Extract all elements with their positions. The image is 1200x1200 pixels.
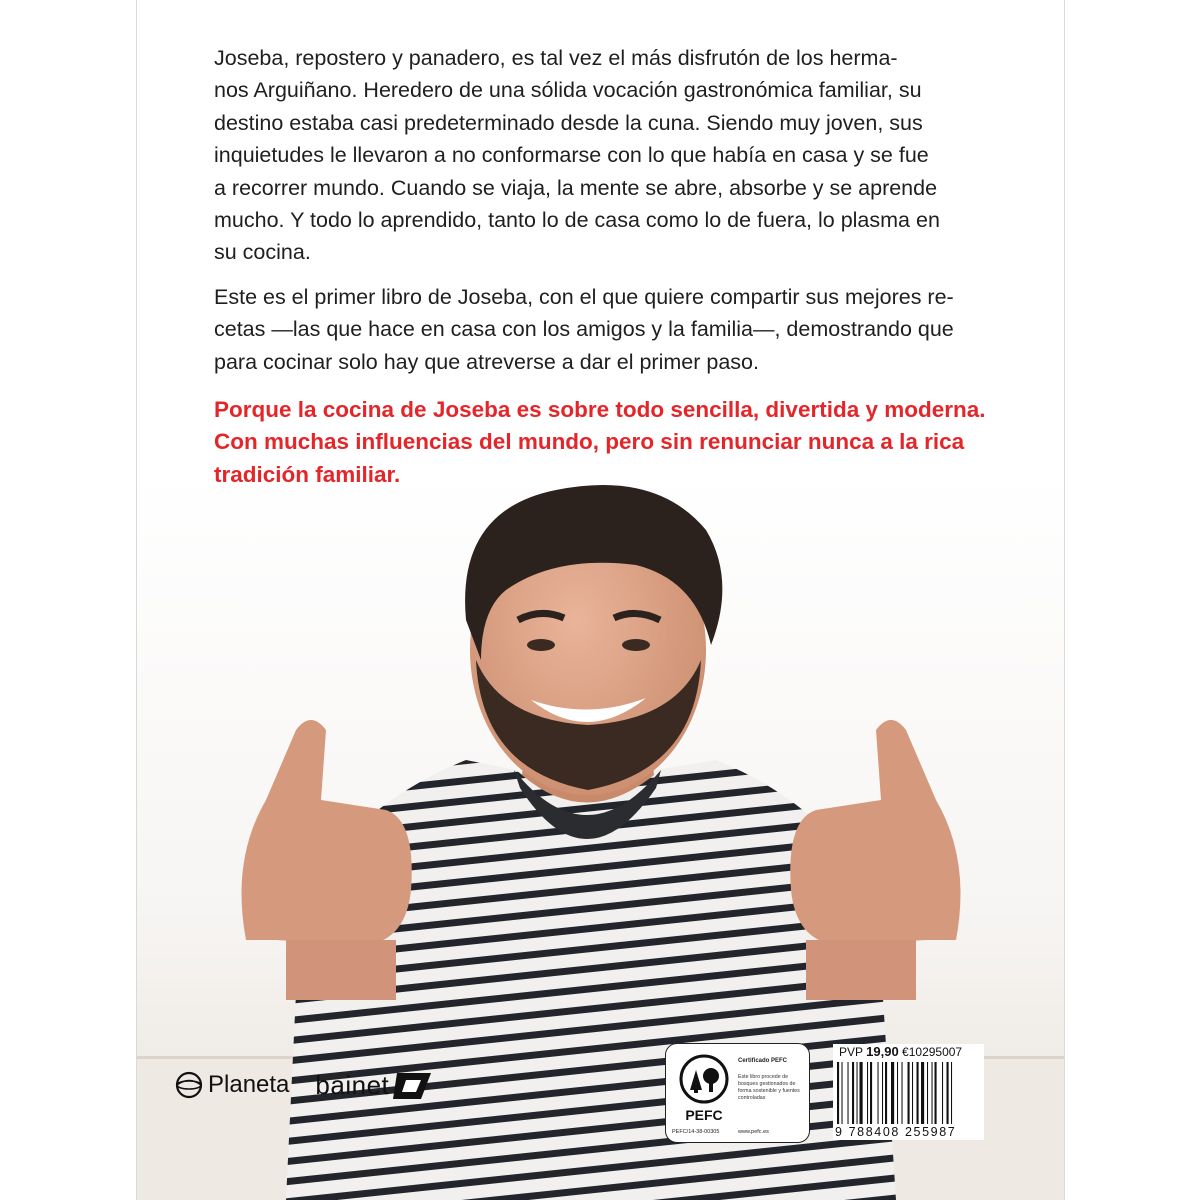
isbn-barcode (833, 1044, 984, 1140)
book-description-paragraph: Este es el primer libro de Joseba, con el que quiere compartir sus mejores re- cetas —las que hace en casa con los amigos y la familia—, demostrando que para cocinar solo hay que atreverse a dar el primer paso. (214, 285, 954, 374)
price-code: 10295007 (908, 1045, 963, 1059)
barcode-bar (951, 1062, 952, 1124)
barcode-bar (867, 1062, 868, 1124)
pefc-description: Este libro procede de bosques gestionados de forma sostenible y fuentes controladas (738, 1074, 800, 1101)
barcode-bar (927, 1062, 928, 1124)
barcode-bar (932, 1062, 933, 1124)
barcode-bar (848, 1062, 849, 1124)
planeta-wordmark: Planeta (208, 1071, 290, 1098)
barcode-bar (891, 1062, 894, 1124)
bainet-logo (315, 1067, 437, 1103)
planeta-logo (174, 1070, 289, 1100)
pefc-tree-logo-icon (676, 1052, 732, 1128)
barcode-bar (947, 1062, 949, 1124)
barcode-bar (921, 1062, 924, 1124)
barcode-bar (885, 1062, 887, 1124)
pefc-certification-box (665, 1043, 810, 1143)
barcode-bar (837, 1062, 839, 1124)
isbn-number: 9 788408 255987 (835, 1125, 957, 1139)
bainet-mark-icon (391, 1067, 437, 1103)
barcode-bar (878, 1062, 879, 1124)
barcode-bar (917, 1062, 919, 1124)
highlight-paragraph: Porque la cocina de Joseba es sobre todo sencilla, divertida y moderna. Con muchas influencias del mundo, pero sin renunciar nunca a la rica tradición familiar. (214, 397, 986, 487)
barcode-bar (842, 1062, 843, 1124)
publisher-logos (174, 1063, 437, 1107)
planeta-globe-icon (174, 1070, 204, 1100)
intro-paragraph: Joseba, repostero y panadero, es tal vez el más disfrutón de los herma- nos Arguiñano. Heredero de una sólida vocación gastronómica familiar, su destino estaba casi predeterminado desde la cuna. Siendo muy joven, sus inquietudes le llevaron a no conformarse con lo que había en casa y se fue a recorrer mundo. Cuando se viaja, la mente se abre, absorbe y se aprende mucho. Y todo lo aprendido, tanto lo de casa como lo de fuera, lo plasma en su cocina. (214, 46, 940, 265)
price-label: PVP (839, 1045, 863, 1059)
barcode-bar (870, 1062, 872, 1124)
barcode-bar (852, 1062, 854, 1124)
pefc-code: PEFC/14-38-00305 (672, 1129, 720, 1135)
pefc-url: www.pefc.es (738, 1129, 769, 1135)
barcode-bar (935, 1062, 937, 1124)
bainet-wordmark: bainet (315, 1069, 390, 1100)
barcode-bar (860, 1062, 863, 1124)
barcode-bar (857, 1062, 858, 1124)
pefc-logo-text: PEFC (685, 1107, 723, 1123)
barcode-bar (908, 1062, 910, 1124)
barcode-bar (942, 1062, 943, 1124)
price-amount: 19,90 (866, 1044, 899, 1059)
barcode-bars (837, 1062, 980, 1124)
barcode-bar (902, 1062, 903, 1124)
pefc-title: Certificado PEFC (738, 1058, 788, 1064)
book-back-cover (136, 0, 1065, 1200)
price-currency: € (902, 1045, 909, 1059)
price-line (839, 1044, 962, 1059)
barcode-bar (897, 1062, 898, 1124)
barcode-bar (882, 1062, 883, 1124)
barcode-bar (912, 1062, 913, 1124)
